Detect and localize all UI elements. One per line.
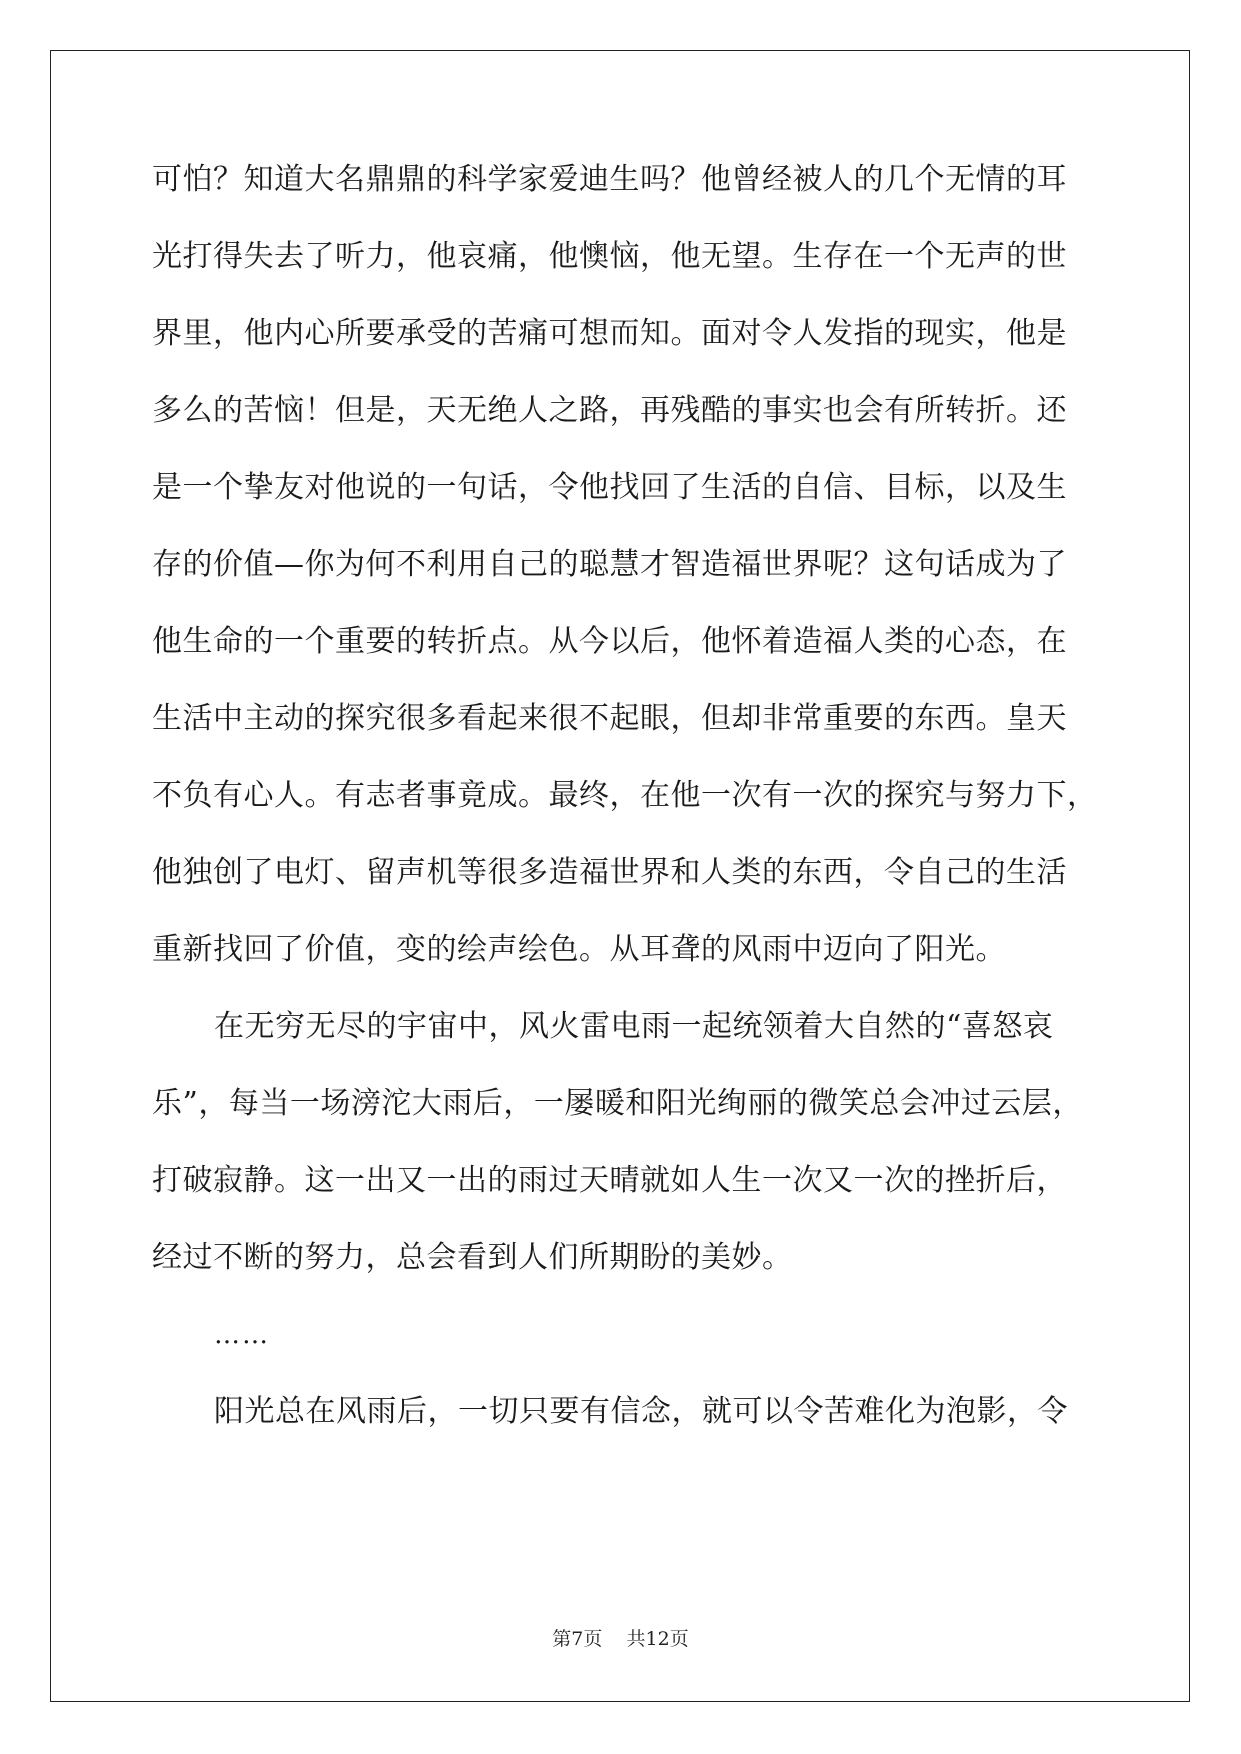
text-line: 生活中主动的探究很多看起来很不起眼，但却非常重要的东西。皇天 [152,701,1067,736]
text-line: 存的价值—你为何不利用自己的聪慧才智造福世界呢？这句话成为了 [152,547,1067,582]
text-line: 他生命的一个重要的转折点。从今以后，他怀着造福人类的心态，在 [152,624,1067,659]
text-line: 打破寂静。这一出又一出的雨过天晴就如人生一次又一次的挫折后， [152,1163,1067,1198]
text-line: 重新找回了价值，变的绘声绘色。从耳聋的风雨中迈向了阳光。 [152,932,1006,967]
text-line: 经过不断的努力，总会看到人们所期盼的美妙。 [152,1240,793,1275]
paragraph-start-line: 阳光总在风雨后，一切只要有信念，就可以令苦难化为泡影，令 [214,1394,1068,1429]
page-number-footer: 第7页 共12页 [552,1628,689,1650]
text-line: 多么的苦恼！但是，天无绝人之路，再残酷的事实也会有所转折。还 [152,393,1067,428]
text-line: 不负有心人。有志者事竟成。最终，在他一次有一次的探究与努力下， [152,778,1098,813]
text-line: 乐”，每当一场滂沱大雨后，一屡暖和阳光绚丽的微笑总会冲过云层， [152,1086,1083,1121]
text-line: 是一个挚友对他说的一句话，令他找回了生活的自信、目标，以及生 [152,470,1067,505]
text-line: 他独创了电灯、留声机等很多造福世界和人类的东西，令自己的生活 [152,855,1067,890]
text-line: 可怕？知道大名鼎鼎的科学家爱迪生吗？他曾经被人的几个无情的耳 [152,162,1067,197]
document-body [152,160,1112,1469]
paragraph-start-line: 在无穷无尽的宇宙中，风火雷电雨一起统领着大自然的“喜怒哀 [214,1009,1054,1044]
text-line: 界里，他内心所要承受的苦痛可想而知。面对令人发指的现实，他是 [152,316,1067,351]
ellipsis-line: …… [214,1320,270,1350]
text-line: 光打得失去了听力，他哀痛，他懊恼，他无望。生存在一个无声的世 [152,239,1067,274]
